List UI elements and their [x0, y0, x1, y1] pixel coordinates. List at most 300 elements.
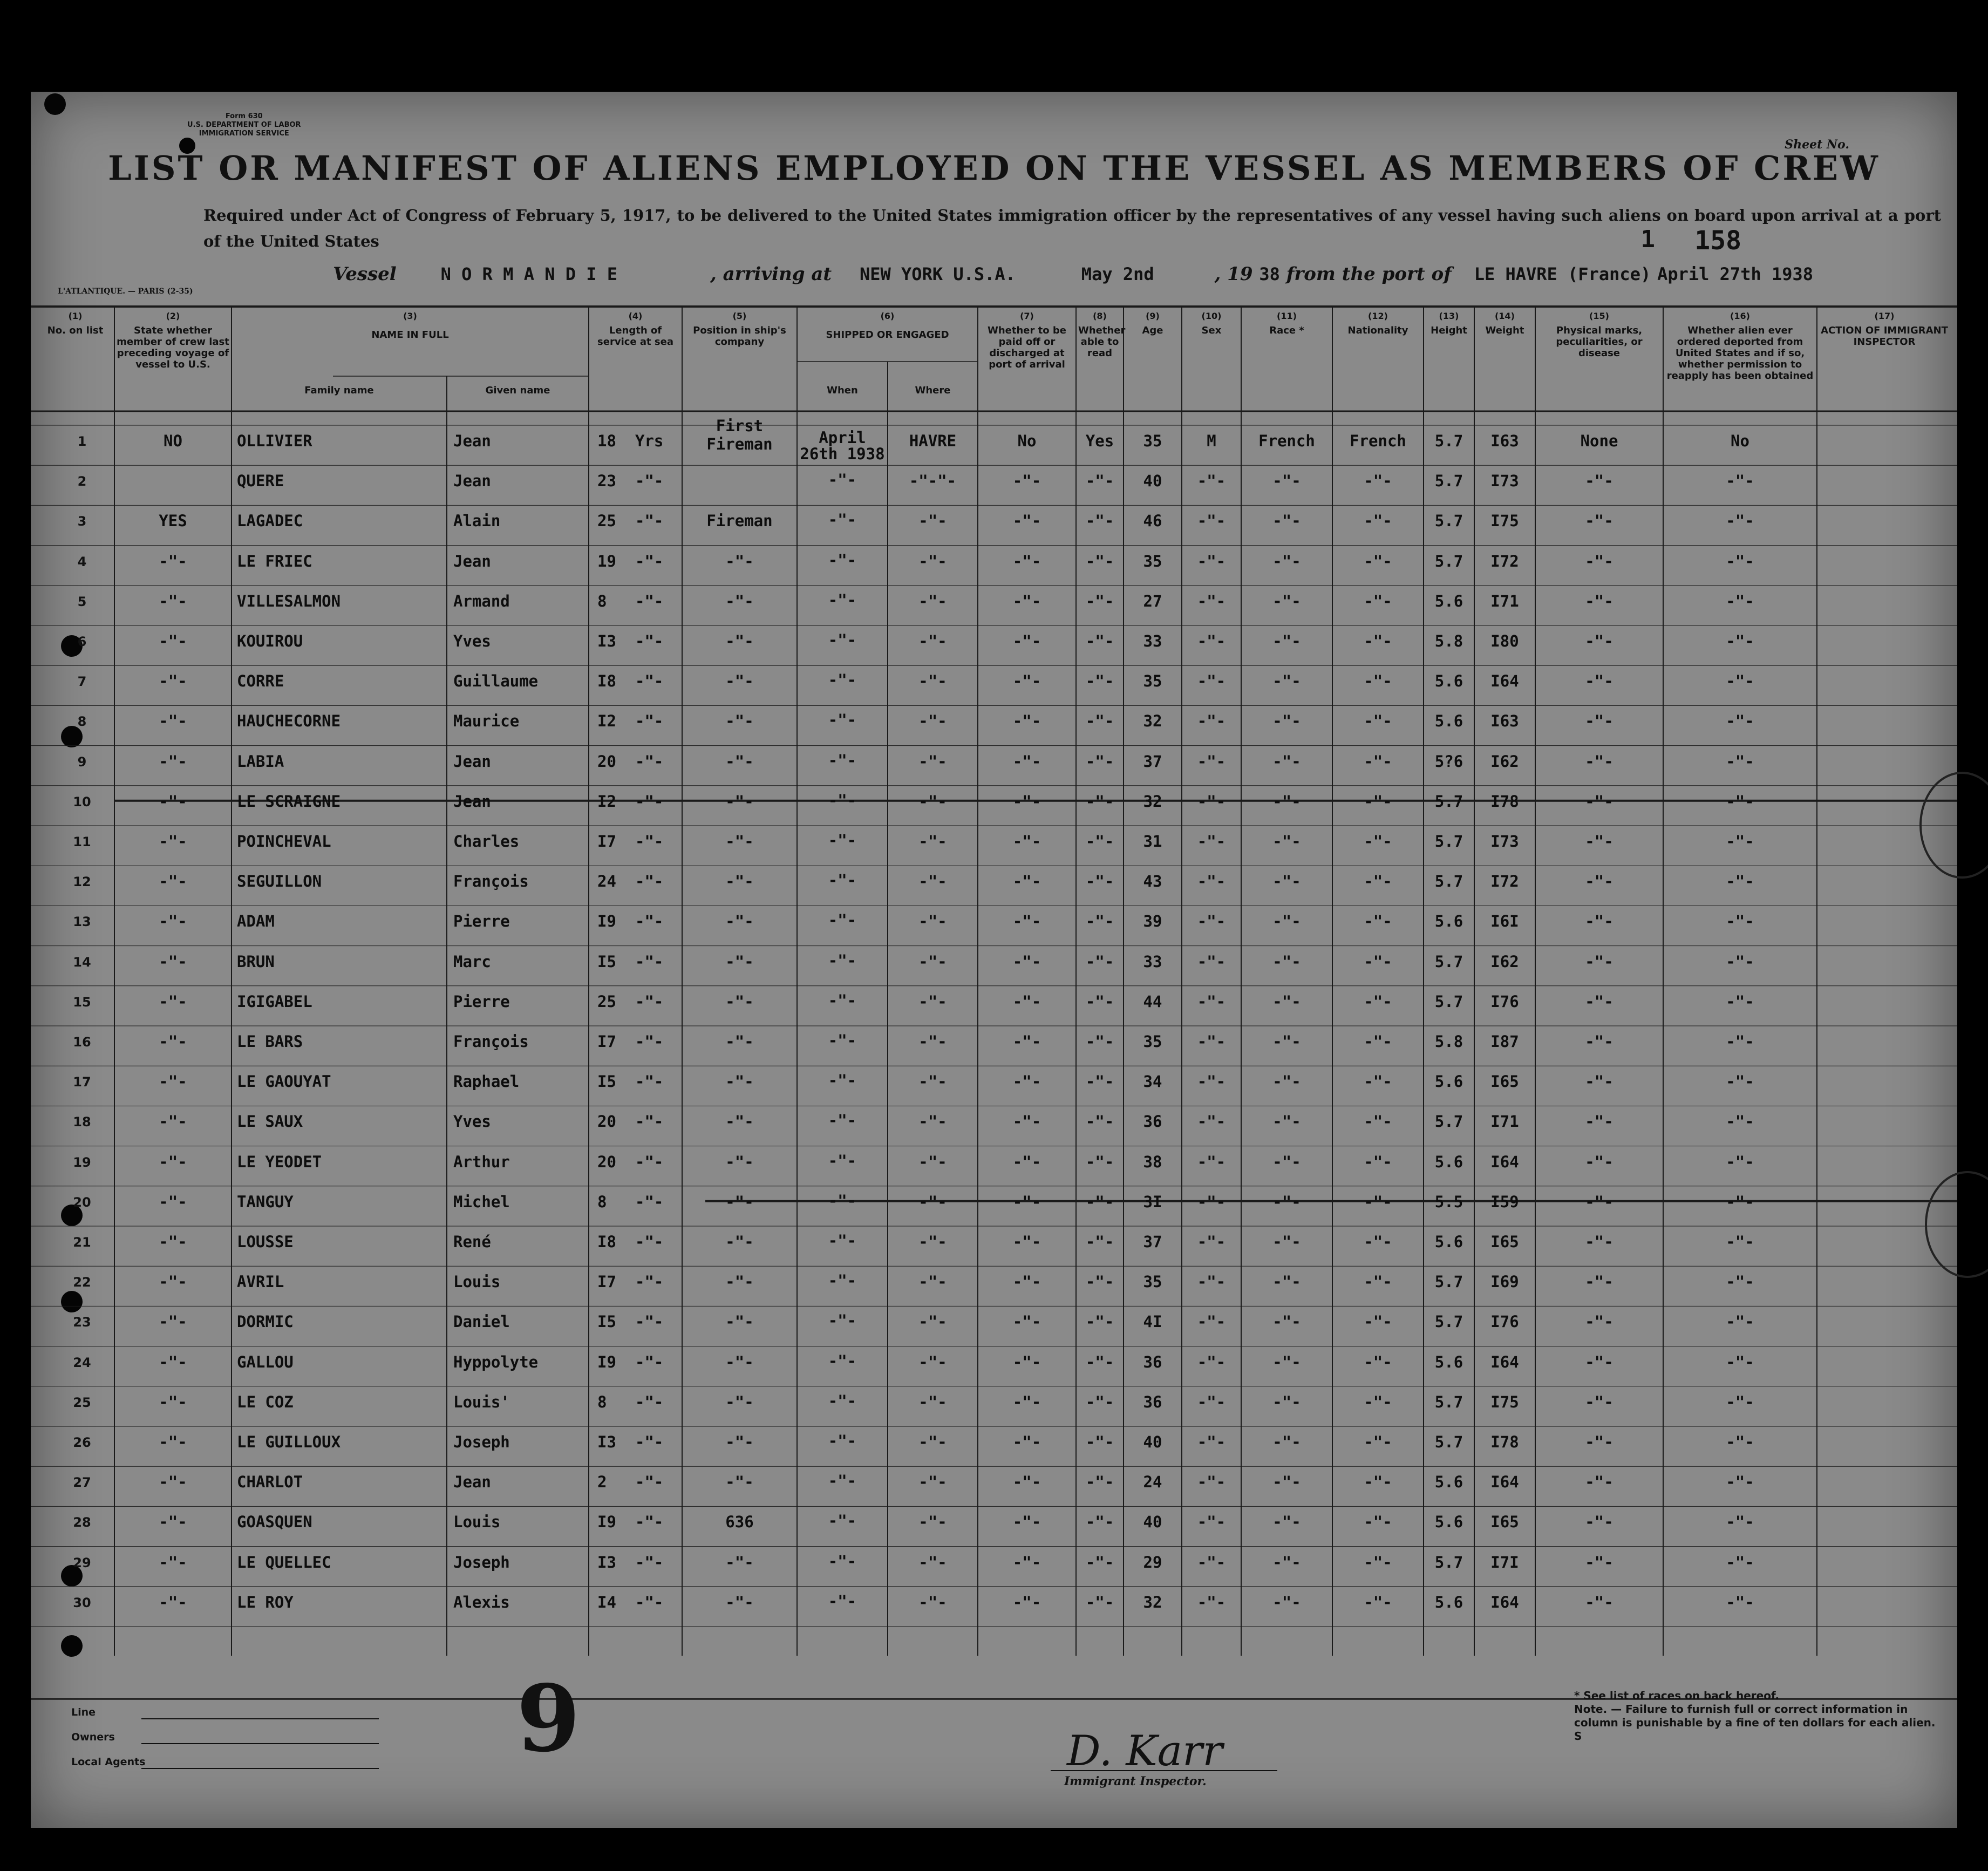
- shipped-when-cell: -"-: [828, 1311, 857, 1330]
- shipped-when-cell: -"-: [828, 1191, 857, 1210]
- paid-off-cell: -"-: [1012, 1312, 1041, 1331]
- deported-cell: -"-: [1726, 1513, 1754, 1532]
- physical-marks-cell: -"-: [1585, 912, 1613, 931]
- weight-cell: I78: [1490, 1433, 1519, 1451]
- previous-voyage-cell: -"-: [159, 872, 187, 891]
- position-cell: Fireman: [706, 512, 773, 530]
- service-unit-cell: -"-: [635, 952, 664, 971]
- weight-cell: I62: [1490, 752, 1519, 771]
- age-cell: 36: [1143, 1112, 1162, 1131]
- able-to-read-cell: -"-: [1085, 832, 1114, 851]
- position-cell: 636: [725, 1513, 754, 1532]
- height-cell: 5.7: [1434, 952, 1463, 971]
- column-header: Race *: [1269, 325, 1304, 336]
- line-underline: [141, 1718, 379, 1719]
- weight-cell: I64: [1490, 1152, 1519, 1171]
- row-number: 9: [77, 754, 87, 770]
- able-to-read-cell: -"-: [1085, 712, 1114, 731]
- given-name-cell: Jean: [453, 432, 491, 450]
- able-to-read-cell: -"-: [1085, 1352, 1114, 1371]
- age-cell: 36: [1143, 1392, 1162, 1411]
- shipped-where-cell: -"-: [918, 832, 947, 851]
- previous-voyage-cell: -"-: [159, 832, 187, 851]
- service-unit-cell: -"-: [635, 712, 664, 731]
- column-header: Position in ship's company: [693, 325, 786, 348]
- deported-cell: -"-: [1726, 1112, 1754, 1131]
- position-cell: -"-: [725, 1032, 754, 1051]
- previous-voyage-cell: -"-: [159, 1593, 187, 1611]
- shipped-when-cell: -"-: [828, 1472, 857, 1491]
- race-note: * See list of races on back hereof.: [1574, 1689, 1780, 1702]
- row-number: 20: [73, 1194, 91, 1210]
- column-number: (12): [1368, 311, 1388, 321]
- physical-marks-cell: -"-: [1585, 1352, 1613, 1371]
- position-cell: -"-: [725, 1273, 754, 1291]
- nationality-cell: -"-: [1364, 1112, 1392, 1131]
- paid-off-cell: -"-: [1012, 472, 1041, 491]
- sex-cell: -"-: [1197, 832, 1226, 851]
- nationality-cell: -"-: [1364, 952, 1392, 971]
- nationality-cell: -"-: [1364, 992, 1392, 1011]
- given-name-cell: Louis': [453, 1392, 510, 1411]
- sex-cell: M: [1207, 432, 1216, 450]
- column-number: (5): [732, 311, 747, 321]
- row-number: 14: [73, 954, 91, 970]
- weight-cell: I80: [1490, 632, 1519, 650]
- paid-off-cell: -"-: [1012, 1352, 1041, 1371]
- race-cell: -"-: [1272, 1152, 1301, 1171]
- column-header: SHIPPED OR ENGAGED: [826, 329, 949, 341]
- service-length-cell: 8: [597, 591, 607, 610]
- family-name-cell: CHARLOT: [237, 1473, 303, 1492]
- given-name-cell: Jean: [453, 1473, 491, 1492]
- family-name-cell: LE SCRAIGNE: [237, 792, 341, 811]
- position-cell: -"-: [725, 672, 754, 691]
- given-name-cell: François: [453, 872, 529, 891]
- position-cell: -"-: [725, 872, 754, 891]
- shipped-when-cell: -"-: [828, 550, 857, 569]
- column-number: (9): [1146, 311, 1160, 321]
- service-length-cell: I7: [597, 1032, 616, 1051]
- nationality-cell: -"-: [1364, 1273, 1392, 1291]
- column-number: (7): [1020, 311, 1034, 321]
- paid-off-cell: -"-: [1012, 1112, 1041, 1131]
- column-subheader: Family name: [304, 385, 374, 396]
- column-number: (8): [1093, 311, 1107, 321]
- paid-off-cell: -"-: [1012, 1072, 1041, 1091]
- family-name-cell: CORRE: [237, 672, 284, 691]
- sex-cell: -"-: [1197, 512, 1226, 530]
- physical-marks-cell: -"-: [1585, 872, 1613, 891]
- previous-voyage-cell: -"-: [159, 632, 187, 650]
- race-cell: -"-: [1272, 472, 1301, 491]
- age-cell: 35: [1143, 552, 1162, 570]
- height-cell: 5.7: [1434, 832, 1463, 851]
- service-unit-cell: -"-: [635, 1392, 664, 1411]
- weight-cell: I73: [1490, 832, 1519, 851]
- weight-cell: I64: [1490, 672, 1519, 691]
- position-cell: -"-: [725, 1553, 754, 1571]
- service-length-cell: 18: [597, 432, 616, 450]
- race-cell: -"-: [1272, 792, 1301, 811]
- race-cell: -"-: [1272, 552, 1301, 570]
- deported-cell: -"-: [1726, 712, 1754, 731]
- given-name-cell: Marc: [453, 952, 491, 971]
- physical-marks-cell: -"-: [1585, 1312, 1613, 1331]
- position-cell: -"-: [725, 591, 754, 610]
- height-cell: 5.6: [1434, 712, 1463, 731]
- age-cell: 46: [1143, 512, 1162, 530]
- nationality-cell: -"-: [1364, 1513, 1392, 1532]
- physical-marks-cell: None: [1580, 432, 1618, 450]
- position-cell: -"-: [725, 1473, 754, 1492]
- family-name-cell: DORMIC: [237, 1312, 294, 1331]
- weight-cell: I69: [1490, 1273, 1519, 1291]
- given-name-cell: Alain: [453, 512, 501, 530]
- deported-cell: -"-: [1726, 1312, 1754, 1331]
- paid-off-cell: No: [1017, 432, 1037, 450]
- column-header: Whether able to read: [1078, 325, 1126, 359]
- family-name-cell: LE GAOUYAT: [237, 1072, 331, 1091]
- stamped-number: 9: [516, 1665, 581, 1773]
- row-number: 29: [73, 1555, 91, 1570]
- race-cell: -"-: [1272, 1392, 1301, 1411]
- vessel-name: N O R M A N D I E: [440, 264, 618, 284]
- page-title: LIST OR MANIFEST OF ALIENS EMPLOYED ON THE VESSEL AS MEMBERS OF CREW: [108, 148, 1880, 188]
- family-name-cell: GOASQUEN: [237, 1513, 312, 1532]
- shipped-where-cell: -"-: [918, 912, 947, 931]
- age-cell: 27: [1143, 591, 1162, 610]
- shipped-when-cell: -"-: [828, 631, 857, 649]
- sex-cell: -"-: [1197, 912, 1226, 931]
- age-cell: 3I: [1143, 1192, 1162, 1211]
- age-cell: 4I: [1143, 1312, 1162, 1331]
- service-unit-cell: -"-: [635, 1513, 664, 1532]
- physical-marks-cell: -"-: [1585, 1553, 1613, 1571]
- paid-off-cell: -"-: [1012, 591, 1041, 610]
- given-name-cell: Louis: [453, 1513, 501, 1532]
- deported-cell: -"-: [1726, 472, 1754, 491]
- shipped-where-cell: -"-: [918, 552, 947, 570]
- position-cell: -"-: [725, 792, 754, 811]
- shipped-when-cell: -"-: [828, 1512, 857, 1530]
- nationality-cell: -"-: [1364, 1233, 1392, 1251]
- service-unit-cell: -"-: [635, 591, 664, 610]
- able-to-read-cell: -"-: [1085, 672, 1114, 691]
- previous-voyage-cell: -"-: [159, 552, 187, 570]
- family-name-cell: VILLESALMON: [237, 591, 341, 610]
- deported-cell: -"-: [1726, 912, 1754, 931]
- height-cell: 5.7: [1434, 1392, 1463, 1411]
- service-length-cell: I5: [597, 1072, 616, 1091]
- signature-line: [1051, 1770, 1277, 1771]
- weight-cell: I63: [1490, 712, 1519, 731]
- height-cell: 5.6: [1434, 1233, 1463, 1251]
- row-number: 17: [73, 1074, 91, 1090]
- weight-cell: I65: [1490, 1513, 1519, 1532]
- shipped-where-cell: -"-: [918, 872, 947, 891]
- position-cell: -"-: [725, 712, 754, 731]
- weight-cell: I65: [1490, 1072, 1519, 1091]
- shipped-where-cell: -"-: [918, 1072, 947, 1091]
- shipped-where-cell: -"-: [918, 1352, 947, 1371]
- shipped-when-cell: -"-: [828, 1271, 857, 1290]
- weight-cell: I63: [1490, 432, 1519, 450]
- given-name-cell: Michel: [453, 1192, 510, 1211]
- deported-cell: -"-: [1726, 632, 1754, 650]
- given-name-cell: Pierre: [453, 992, 510, 1011]
- shipped-when-cell: -"-: [828, 590, 857, 609]
- service-unit-cell: -"-: [635, 1593, 664, 1611]
- height-cell: 5.6: [1434, 672, 1463, 691]
- service-length-cell: 8: [597, 1392, 607, 1411]
- position-cell: -"-: [725, 1433, 754, 1451]
- paid-off-cell: -"-: [1012, 1433, 1041, 1451]
- previous-voyage-cell: -"-: [159, 752, 187, 771]
- given-name-cell: Louis: [453, 1273, 501, 1291]
- column-number: (2): [166, 311, 180, 321]
- family-name-cell: LE COZ: [237, 1392, 294, 1411]
- family-name-cell: LOUSSE: [237, 1233, 294, 1251]
- service-unit-cell: -"-: [635, 632, 664, 650]
- sex-cell: -"-: [1197, 672, 1226, 691]
- age-cell: 40: [1143, 472, 1162, 491]
- service-length-cell: 24: [597, 872, 616, 891]
- service-unit-cell: -"-: [635, 792, 664, 811]
- row-number: 24: [73, 1355, 91, 1370]
- sheet-number-label: Sheet No.: [1785, 138, 1849, 152]
- physical-marks-cell: -"-: [1585, 591, 1613, 610]
- column-number: (11): [1277, 311, 1297, 321]
- able-to-read-cell: -"-: [1085, 912, 1114, 931]
- able-to-read-cell: -"-: [1085, 1032, 1114, 1051]
- arrival-year: 38: [1259, 264, 1280, 284]
- able-to-read-cell: -"-: [1085, 1192, 1114, 1211]
- physical-marks-cell: -"-: [1585, 552, 1613, 570]
- row-number: 8: [77, 714, 87, 730]
- deported-cell: -"-: [1726, 792, 1754, 811]
- height-cell: 5.6: [1434, 1352, 1463, 1371]
- family-name-cell: AVRIL: [237, 1273, 284, 1291]
- physical-marks-cell: -"-: [1585, 1273, 1613, 1291]
- shipped-when-cell: -"-: [828, 511, 857, 529]
- column-number: (16): [1730, 311, 1750, 321]
- from-port-label: from the port of: [1286, 263, 1452, 285]
- paid-off-cell: -"-: [1012, 672, 1041, 691]
- nationality-cell: -"-: [1364, 832, 1392, 851]
- service-length-cell: 23: [597, 472, 616, 491]
- family-name-cell: OLLIVIER: [237, 432, 312, 450]
- shipped-where-cell: -"-: [918, 1152, 947, 1171]
- paid-off-cell: -"-: [1012, 912, 1041, 931]
- vessel-label: Vessel: [333, 263, 397, 285]
- height-cell: 5.7: [1434, 792, 1463, 811]
- row-number: 26: [73, 1435, 91, 1450]
- row-number: 25: [73, 1394, 91, 1410]
- given-name-cell: Jean: [453, 552, 491, 570]
- position-cell: -"-: [725, 1072, 754, 1091]
- race-cell: -"-: [1272, 1273, 1301, 1291]
- service-length-cell: I9: [597, 912, 616, 931]
- position-cell: -"-: [725, 992, 754, 1011]
- previous-voyage-cell: -"-: [159, 591, 187, 610]
- age-cell: 33: [1143, 632, 1162, 650]
- shipped-when-cell: -"-: [828, 1111, 857, 1130]
- row-number: 6: [77, 634, 87, 649]
- weight-cell: I75: [1490, 512, 1519, 530]
- arrival-port: NEW YORK U.S.A.: [859, 264, 1016, 284]
- row-number: 11: [73, 834, 91, 849]
- family-name-cell: SEGUILLON: [237, 872, 322, 891]
- weight-cell: I75: [1490, 1392, 1519, 1411]
- shipped-where-cell: -"-: [918, 992, 947, 1011]
- position-cell: -"-: [725, 552, 754, 570]
- paid-off-cell: -"-: [1012, 952, 1041, 971]
- height-cell: 5.7: [1434, 992, 1463, 1011]
- shipped-when-cell: -"-: [828, 751, 857, 770]
- race-cell: -"-: [1272, 1192, 1301, 1211]
- row-number: 12: [73, 874, 91, 890]
- position-cell: -"-: [725, 952, 754, 971]
- given-name-cell: René: [453, 1233, 491, 1251]
- height-cell: 5.6: [1434, 912, 1463, 931]
- service-length-cell: I8: [597, 672, 616, 691]
- service-unit-cell: -"-: [635, 1072, 664, 1091]
- position-cell: -"-: [725, 1352, 754, 1371]
- family-name-cell: LE GUILLOUX: [237, 1433, 341, 1451]
- paid-off-cell: -"-: [1012, 992, 1041, 1011]
- physical-marks-cell: -"-: [1585, 952, 1613, 971]
- height-cell: 5?6: [1434, 752, 1463, 771]
- shipped-when-cell: -"-: [828, 911, 857, 930]
- shipped-when-cell: -"-: [828, 1232, 857, 1250]
- local-agents-label: Local Agents: [71, 1756, 146, 1768]
- deported-cell: -"-: [1726, 1473, 1754, 1492]
- sex-cell: -"-: [1197, 872, 1226, 891]
- previous-voyage-cell: -"-: [159, 1152, 187, 1171]
- shipped-where-cell: -"-: [918, 752, 947, 771]
- column-subheader: Given name: [485, 385, 550, 396]
- given-name-cell: Pierre: [453, 912, 510, 931]
- deported-cell: -"-: [1726, 1152, 1754, 1171]
- deported-cell: -"-: [1726, 672, 1754, 691]
- physical-marks-cell: -"-: [1585, 712, 1613, 731]
- physical-marks-cell: -"-: [1585, 472, 1613, 491]
- service-length-cell: 8: [597, 1192, 607, 1211]
- position-cell: -"-: [725, 752, 754, 771]
- able-to-read-cell: -"-: [1085, 1112, 1114, 1131]
- shipped-when-cell: -"-: [828, 1591, 857, 1610]
- race-cell: -"-: [1272, 1312, 1301, 1331]
- arriving-label: , arriving at: [710, 263, 832, 285]
- row-number: 21: [73, 1235, 91, 1250]
- deported-cell: -"-: [1726, 1553, 1754, 1571]
- family-name-cell: ADAM: [237, 912, 275, 931]
- given-name-cell: Yves: [453, 632, 491, 650]
- weight-cell: I7I: [1490, 1553, 1519, 1571]
- service-length-cell: 20: [597, 1152, 616, 1171]
- able-to-read-cell: -"-: [1085, 591, 1114, 610]
- column-header: Sex: [1201, 325, 1222, 336]
- deported-cell: -"-: [1726, 1352, 1754, 1371]
- age-cell: 36: [1143, 1352, 1162, 1371]
- paid-off-cell: -"-: [1012, 1513, 1041, 1532]
- age-cell: 35: [1143, 432, 1162, 450]
- sex-cell: -"-: [1197, 1593, 1226, 1611]
- deported-cell: -"-: [1726, 1192, 1754, 1211]
- sheet-check-mark: 1: [1640, 226, 1655, 253]
- able-to-read-cell: -"-: [1085, 872, 1114, 891]
- weight-cell: I71: [1490, 591, 1519, 610]
- service-length-cell: I9: [597, 1352, 616, 1371]
- shipped-where-cell: -"-: [918, 1112, 947, 1131]
- weight-cell: I76: [1490, 992, 1519, 1011]
- race-cell: -"-: [1272, 672, 1301, 691]
- sex-cell: -"-: [1197, 1273, 1226, 1291]
- age-cell: 24: [1143, 1473, 1162, 1492]
- previous-voyage-cell: -"-: [159, 712, 187, 731]
- height-cell: 5.7: [1434, 872, 1463, 891]
- service-unit-cell: -"-: [635, 992, 664, 1011]
- family-name-cell: LE YEODET: [237, 1152, 322, 1171]
- race-cell: -"-: [1272, 872, 1301, 891]
- given-name-cell: Maurice: [453, 712, 520, 731]
- deported-cell: -"-: [1726, 1593, 1754, 1611]
- nationality-cell: -"-: [1364, 1433, 1392, 1451]
- shipped-where-cell: -"-: [918, 1553, 947, 1571]
- shipped-where-cell: -"-: [918, 672, 947, 691]
- service-unit-cell: -"-: [635, 472, 664, 491]
- paid-off-cell: -"-: [1012, 832, 1041, 851]
- able-to-read-cell: -"-: [1085, 512, 1114, 530]
- shipped-when-cell: -"-: [828, 951, 857, 970]
- able-to-read-cell: -"-: [1085, 752, 1114, 771]
- previous-voyage-cell: -"-: [159, 1312, 187, 1331]
- position-cell: -"-: [725, 1192, 754, 1211]
- owners-label: Owners: [71, 1731, 115, 1743]
- shipped-where-cell: -"-: [918, 1392, 947, 1411]
- sex-cell: -"-: [1197, 1433, 1226, 1451]
- physical-marks-cell: -"-: [1585, 1112, 1613, 1131]
- sex-cell: -"-: [1197, 552, 1226, 570]
- column-number: (15): [1589, 311, 1609, 321]
- service-length-cell: I3: [597, 632, 616, 650]
- form-number: Form 630: [225, 112, 263, 120]
- column-header: Weight: [1485, 325, 1524, 336]
- position-cell: First Fireman: [706, 417, 773, 453]
- service-unit-cell: -"-: [635, 912, 664, 931]
- shipped-where-cell: -"-: [918, 591, 947, 610]
- physical-marks-cell: -"-: [1585, 1513, 1613, 1532]
- weight-cell: I6I: [1490, 912, 1519, 931]
- column-header: Age: [1142, 325, 1163, 336]
- deported-cell: -"-: [1726, 512, 1754, 530]
- sex-cell: -"-: [1197, 1192, 1226, 1211]
- given-name-cell: Jean: [453, 752, 491, 771]
- given-name-cell: Yves: [453, 1112, 491, 1131]
- race-cell: -"-: [1272, 832, 1301, 851]
- shipped-where-cell: -"-: [918, 952, 947, 971]
- race-cell: -"-: [1272, 632, 1301, 650]
- deported-cell: -"-: [1726, 1273, 1754, 1291]
- sex-cell: -"-: [1197, 712, 1226, 731]
- shipped-where-cell: -"-"-: [909, 472, 957, 491]
- family-name-cell: BRUN: [237, 952, 275, 971]
- physical-marks-cell: -"-: [1585, 512, 1613, 530]
- race-cell: -"-: [1272, 591, 1301, 610]
- able-to-read-cell: -"-: [1085, 1312, 1114, 1331]
- sex-cell: -"-: [1197, 1352, 1226, 1371]
